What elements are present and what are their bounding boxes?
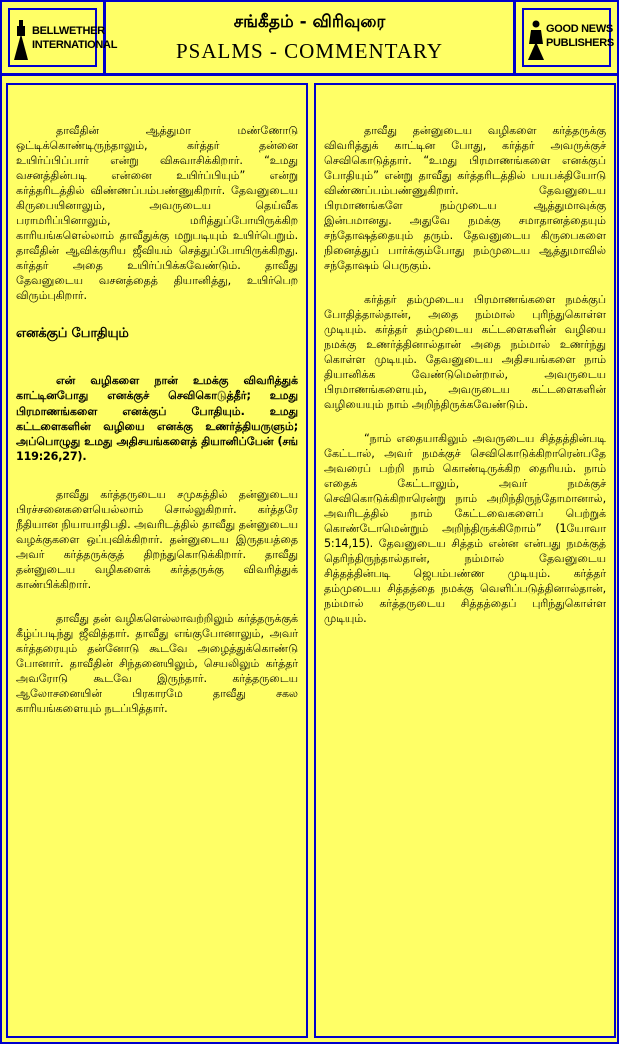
bellwether-logo	[2, 2, 118, 73]
good-news-logo-line-1: GOOD NEWS	[546, 23, 613, 35]
right-paragraph-1: தாவீது தன்னுடைய வழிகளை கர்த்தருக்கு விவரித்துக் காட்டின போது, கர்த்தர் அவருக்குச் செவிகொடுத்தார். “உமது பிரமாணங்களை எனக்குப் போதியும்” என்று தாவீது கர்த்தரிடத்தில் பயபக்தியோடு விண்ணப்பம்பண்ணுகிறார். தேவனுடைய பிரமாணங்களே நம்முடைய ஆத்துமாவுக்கு இன்பமானது. அதுவே நமக்கு சமாதானத்தையும் சந்தோஷத்தையும் தரும். தேவனுடைய கிருபைகளை நினைத்துப் பார்க்கும்போது நம்முடைய ஆத்துமாவில் சந்தோஷம் பெருகும்.	[324, 124, 606, 272]
good-news-logo	[513, 2, 617, 73]
good-news-logo-line-2: PUBLISHERS	[546, 37, 614, 49]
bellwether-logo-line-2: INTERNATIONAL	[32, 39, 118, 51]
bellwether-logo-text	[32, 24, 117, 52]
bellwether-sheep-icon	[14, 20, 28, 60]
right-paragraph-2: கர்த்தர் தம்முடைய பிரமாணங்களை நமக்குப் போதித்தால்தான், அதை நம்மால் புரிந்துகொள்ள முடியும். கர்த்தர் தம்முடைய கட்டளைகளின் வழியை நமக்கு உணர்த்தினால்தான் அதை நம்மால் உணர்ந்து கொள்ள முடியும். தேவனுடைய அதிசயங்களை நாம் தியானிக்க வேண்டுமென்றால், அவருடைய பிரமாணங்களையும், அவருடைய கட்டளைகளின் வழியையும் நாம் அறிந்திருக்கவேண்டும்.	[324, 293, 606, 411]
good-news-logo-frame	[522, 8, 614, 67]
left-paragraph-2: தாவீது கர்த்தருடைய சமுகத்தில் தன்னுடைய பிரச்சனைகளையெல்லாம் சொல்லுகிறார். கர்த்தரே நீதியான நியாயாதிபதி. அவரிடத்தில் தாவீது தன்னுடைய வழக்குகளை ஒப்புவிக்கிறார். தன்னுடைய இருதயத்தை அவர் கர்த்தருக்குத் திறந்துகொடுக்கிறார். தாவீது தன்னுடைய வழிகளைக் கர்த்தருக்கு விவரித்துக் காண்பிக்கிறார்.	[16, 487, 298, 591]
good-news-logo-text	[546, 22, 614, 50]
book-reader-icon	[528, 20, 544, 60]
right-paragraph-3: “நாம் எதையாகிலும் அவருடைய சித்தத்தின்படி கேட்டால், அவர் நமக்குச் செவிகொடுக்கிறாரென்பதே அவரைப் பற்றி நாம் கொண்டிருக்கிற தைரியம். நாம் எதைக் கேட்டாலும், அவர் நமக்குச் செவிகொடுக்கிறாரென்று நாம் அறிந்திருந்தோமானால், அவரிடத்தில் நாம் கேட்டவைகளைப் பெற்றுக் கொண்டோமென்றும் அறிந்திருக்கிறோம்” (1யோவா 5:14,15). தேவனுடைய சித்தம் என்ன என்பது நமக்குத் தெரிந்திருந்தால்தான், நம்மால் தேவனுடைய சித்தத்தின்படி ஜெபம்பண்ண முடியும். கர்த்தர் தம்முடைய சித்தத்தை நமக்கு வெளிப்படுத்தினால்தான், நம்மால் கர்த்தருடைய சித்தத்தைப் புரிந்துகொள்ள முடியும்.	[324, 432, 606, 625]
section-heading: எனக்குப் போதியும்	[16, 326, 129, 341]
left-paragraph-1: தாவீதின் ஆத்துமா மண்ணோடு ஒட்டிக்கொண்டிருந்தாலும், கர்த்தர் தன்னை உயிர்ப்பிப்பார் என்று விசுவாசிக்கிறார். “உமது வசனத்தின்படி என்னை உயிர்ப்பியும்” என்று கர்த்தரிடத்தில் விண்ணப்பம்பண்ணுகிறார். தேவனுடைய கிருபையினாலும், அவருடைய தெய்வீக பராமரிப்பினாலும், மரித்துப்போயிருக்கிற காரியங்களெல்லாம் தாவீதுக்கு மறுபடியும் உயிர்பெறும். தாவீதின் ஆவிக்குரிய ஜீவியம் செத்துப்போயிருக்கிறது. கர்த்தர் அதை உயிர்ப்பிக்கவேண்டும். தாவீது தேவனுடைய வசனத்தைத் தியானித்து, உயிர்பெற விரும்புகிறார்.	[16, 124, 298, 302]
page-title-tamil: சங்கீதம் - விரிவுரை	[233, 12, 386, 32]
title-area	[106, 2, 513, 73]
right-column	[314, 83, 616, 1038]
bellwether-logo-line-1: BELLWETHER	[32, 25, 105, 37]
left-paragraph-3: தாவீது தன் வழிகளெல்லாவற்றிலும் கர்த்தருக்குக் கீழ்ப்படிந்து ஜீவித்தார். தாவீது எங்குபோனாலும், அவர் கர்த்தரையும் தன்னோடு கூடவே அழைத்துக்கொண்டு போனார். தாவீதின் சிந்தனையிலும், செயலிலும் கர்த்தர் அவரோடு கூடவே இருந்தார். கர்த்தருடைய ஆலோசனையின் பிரகாரமே தாவீது சகல காரியங்களையும் நடப்பித்தார்.	[16, 611, 298, 715]
header	[2, 2, 617, 76]
bellwether-logo-frame	[8, 8, 118, 67]
left-column	[6, 83, 308, 1038]
page-title-english: PSALMS - COMMENTARY	[175, 39, 444, 63]
scripture-verse: என் வழிகளை நான் உமக்கு விவரித்துக் காட்டினபோது எனக்குச் செவிகொடுத்தீர்; உமது பிரமாணங்களை எனக்குப் போதியும். உமது கட்டளைகளின் வழியை எனக்கு உணர்த்தியருளும்; அப்பொழுது உமது அதிசயங்களைத் தியானிப்பேன் (சங் 119:26,27).	[16, 374, 298, 464]
